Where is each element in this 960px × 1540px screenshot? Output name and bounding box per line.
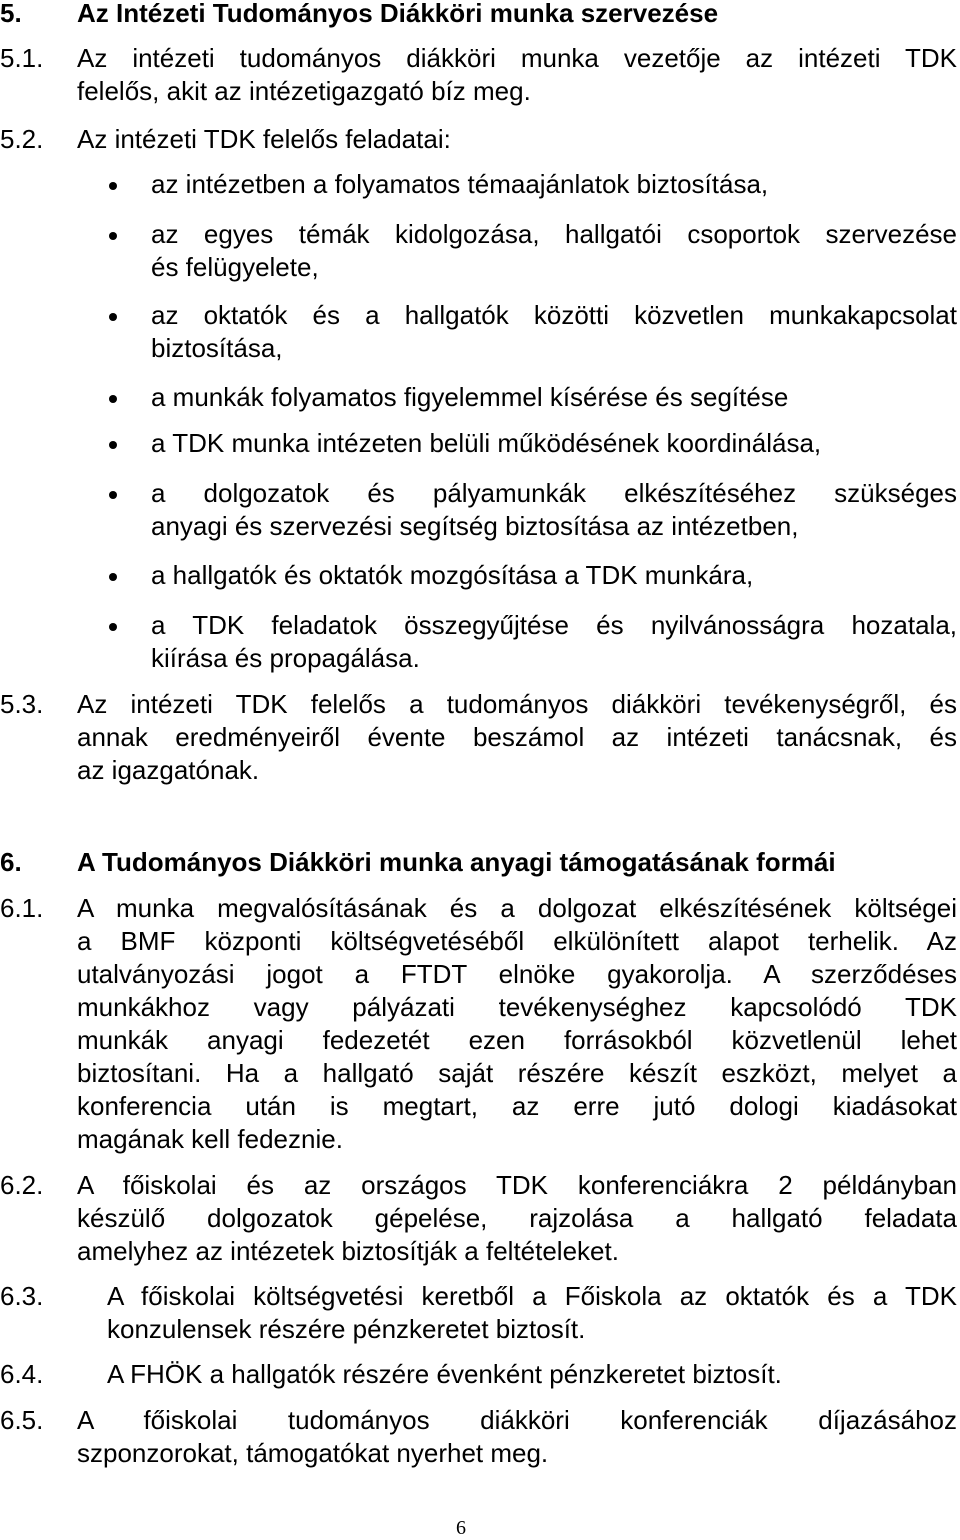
text-line: biztosítani. Ha a hallgató saját részére készít eszközt, melyet a [77,1058,957,1088]
text-line: utalványozási jogot a FTDT elnöke gyakorolja. A szerződéses [77,959,957,989]
text-line: a TDK munka intézeten belüli működésének koordinálása, [151,428,822,458]
text-line: magának kell fedeznie. [77,1124,343,1154]
page-number: 6 [456,1517,466,1539]
section-title: Az Intézeti Tudományos Diákköri munka szervezése [77,0,719,28]
text-line: A főiskolai tudományos diákköri konferenciák díjazásához [77,1405,957,1435]
text-line: munkákhoz vagy pályázati tevékenységhez kapcsolódó TDK [77,992,957,1022]
paragraph-number: 6.1. [0,893,44,923]
paragraph-number: 6.4. [0,1359,44,1389]
bullet-icon [109,573,117,581]
text-line: az oktatók és a hallgatók közötti közvetlen munkakapcsolat [151,300,957,330]
text-line: készülő dolgozatok gépelése, rajzolása a hallgató feladata [77,1203,957,1233]
paragraph-number: 6.5. [0,1405,44,1435]
text-line: az igazgatónak. [77,755,260,785]
text-line: munkák anyagi fedezetét ezen forrásokból közvetlenül lehet [77,1025,957,1055]
text-line: az egyes témák kidolgozása, hallgatói csoportok szervezése [151,219,957,249]
section-number: 6. [0,847,22,877]
text-line: A főiskolai és az országos TDK konferenciákra 2 példányban [77,1170,957,1200]
text-line: A FHÖK a hallgatók részére évenként pénzkeretet biztosít. [107,1359,782,1389]
bullet-icon [109,441,117,449]
text-line: amelyhez az intézetek biztosítják a feltételeket. [77,1236,619,1266]
text-line: konferencia után is megtart, az erre jutó dologi kiadásokat [77,1091,957,1121]
text-line: a hallgatók és oktatók mozgósítása a TDK munkára, [151,560,754,590]
bullet-icon [109,491,117,499]
text-line: a munkák folyamatos figyelemmel kísérése és segítése [151,382,789,412]
text-line: Az intézeti tudományos diákköri munka vezetője az intézeti TDK [77,43,957,73]
paragraph-number: 6.2. [0,1170,44,1200]
text-line: annak eredményeiről évente beszámol az intézeti tanácsnak, és [77,722,957,752]
text-line: felelős, akit az intézetigazgató bíz meg. [77,76,531,106]
text-line: A főiskolai költségvetési keretből a Főiskola az oktatók és a TDK [107,1281,957,1311]
paragraph-number: 5.2. [0,124,44,154]
paragraph-number: 5.3. [0,689,44,719]
text-line: biztosítása, [151,333,283,363]
text-line: konzulensek részére pénzkeretet biztosít. [107,1314,586,1344]
text-line: Az intézeti TDK felelős feladatai: [77,124,451,154]
bullet-icon [109,232,117,240]
text-line: a BMF központi költségvetéséből elkülönített alapot terhelik. Az [77,926,957,956]
text-line: Az intézeti TDK felelős a tudományos diákköri tevékenységről, és [77,689,957,719]
text-line: az intézetben a folyamatos témaajánlatok biztosítása, [151,169,769,199]
bullet-icon [109,395,117,403]
bullet-icon [109,182,117,190]
section-title: A Tudományos Diákköri munka anyagi támogatásának formái [77,847,836,877]
text-line: a TDK feladatok összegyűjtése és nyilvánosságra hozatala, [151,610,957,640]
text-line: anyagi és szervezési segítség biztosítása az intézetben, [151,511,799,541]
text-line: szponzorokat, támogatókat nyerhet meg. [77,1438,549,1468]
bullet-icon [109,623,117,631]
text-line: kiírása és propagálása. [151,643,420,673]
text-line: A munka megvalósításának és a dolgozat elkészítésének költségei [77,893,957,923]
section-number: 5. [0,0,22,28]
paragraph-number: 6.3. [0,1281,44,1311]
text-line: és felügyelete, [151,252,319,282]
bullet-icon [109,313,117,321]
paragraph-number: 5.1. [0,43,44,73]
text-line: a dolgozatok és pályamunkák elkészítéséhez szükséges [151,478,957,508]
